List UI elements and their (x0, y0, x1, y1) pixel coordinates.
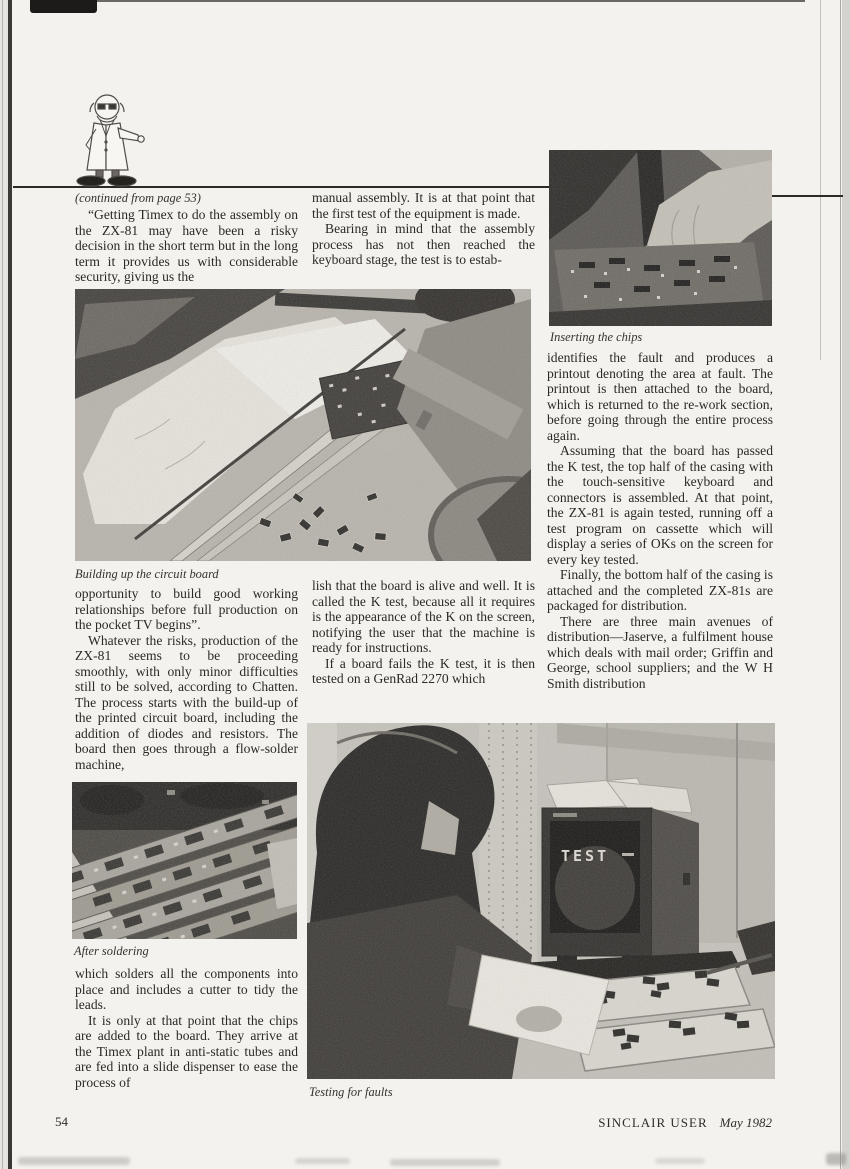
section-divider-rule-right (772, 195, 843, 197)
page-right-edge-line (840, 0, 841, 1169)
monitor-test-text: TEST (561, 847, 610, 865)
scientist-cartoon-illustration (58, 90, 158, 187)
continued-from-note: (continued from page 53) (75, 191, 201, 205)
footer-page-number: 54 (55, 1114, 68, 1129)
photo-caption-building: Building up the circuit board (75, 567, 219, 581)
article-column-2-mid (312, 578, 535, 714)
article-paragraph: Bearing in mind that the assembly process has not then reached the keyboard stage, the test is to estab- (312, 221, 535, 267)
article-paragraph: lish that the board is alive and well. It is called the K test, because all it requires is the appearance of the K on the screen, notifying the user that the machine is ready for instructions. (312, 578, 535, 655)
article-paragraph: There are three main avenues of distribution—Jaserve, a fulfilment house which deals with mail order; Griffin and George, school suppliers; and the W H Smith distribution (547, 613, 773, 691)
photo-caption-testing: Testing for faults (309, 1085, 393, 1099)
article-column-1-top (75, 207, 298, 289)
article-paragraph: If a board fails the K test, it is then tested on a GenRad 2270 which (312, 655, 535, 686)
footer-credit (500, 1115, 772, 1131)
article-column-1-mid (75, 586, 298, 774)
scan-edge-left-line (2, 0, 3, 1169)
page-right-edge-shadow (842, 0, 850, 1169)
photo-inserting-chips (549, 150, 772, 326)
photo-testing-faults (307, 723, 775, 1079)
article-paragraph: which solders all the components into place and includes a cutter to tidy the leads. (75, 966, 298, 1012)
bleed-through-smudge (655, 1158, 705, 1164)
article-column-2-top (312, 190, 535, 286)
bleed-through-smudge (390, 1159, 500, 1166)
scan-edge-top-line (35, 0, 805, 2)
article-paragraph: It is only at that point that the chips are added to the board. They arrive at the Timex plant in anti-static tubes and are fed into a slide dispenser to ease the process of (75, 1012, 298, 1090)
footer-magazine-title: SINCLAIR USER (598, 1115, 708, 1130)
page-fold-line (820, 0, 821, 360)
bleed-through-smudge (295, 1158, 350, 1164)
scan-edge-left-dark (8, 0, 12, 1169)
photo-caption-soldering: After soldering (74, 944, 149, 958)
bleed-through-smudge (18, 1157, 130, 1165)
scan-corner-mark (30, 0, 97, 13)
photo-building-circuit-board (75, 289, 531, 561)
photo-after-soldering (72, 782, 297, 939)
article-paragraph: Finally, the bottom half of the casing is attached and the completed ZX-81s are packaged for distribution. (547, 567, 773, 613)
article-paragraph: “Getting Timex to do the assembly on the ZX-81 may have been a risky decision in the short term but in the long term it provides us with considerable security, giving us the (75, 207, 298, 284)
article-paragraph: manual assembly. It is at that point that the first test of the equipment is made. (312, 190, 535, 221)
bleed-through-smudge (826, 1153, 846, 1165)
article-paragraph: identifies the fault and produces a printout denoting the area at fault. The printout is then attached to the board, which is returned to the re-work section, before going through the entire process again. (547, 350, 773, 443)
photo-caption-inserting: Inserting the chips (550, 330, 643, 344)
footer-issue-date: May 1982 (719, 1115, 772, 1130)
article-paragraph: Whatever the risks, production of the ZX-81 seems to be proceeding smoothly, with only minor difficulties still to be solved, according to Chatten. The process starts with the build-up of the printed circuit board, including the addition of diodes and resistors. The board then goes through a flow-solder machine, (75, 632, 298, 772)
article-column-1-bottom (75, 966, 298, 1094)
article-paragraph: Assuming that the board has passed the K test, the top half of the casing with the touch-sensitive keyboard and connectors is assembled. At that point, the ZX-81 is again tested, running off a test program on cassette which will display a series of OKs on the screen for every key tested. (547, 443, 773, 567)
article-column-3 (547, 350, 773, 716)
article-paragraph: opportunity to build good working relationships before full production on the pocket TV begins”. (75, 586, 298, 632)
